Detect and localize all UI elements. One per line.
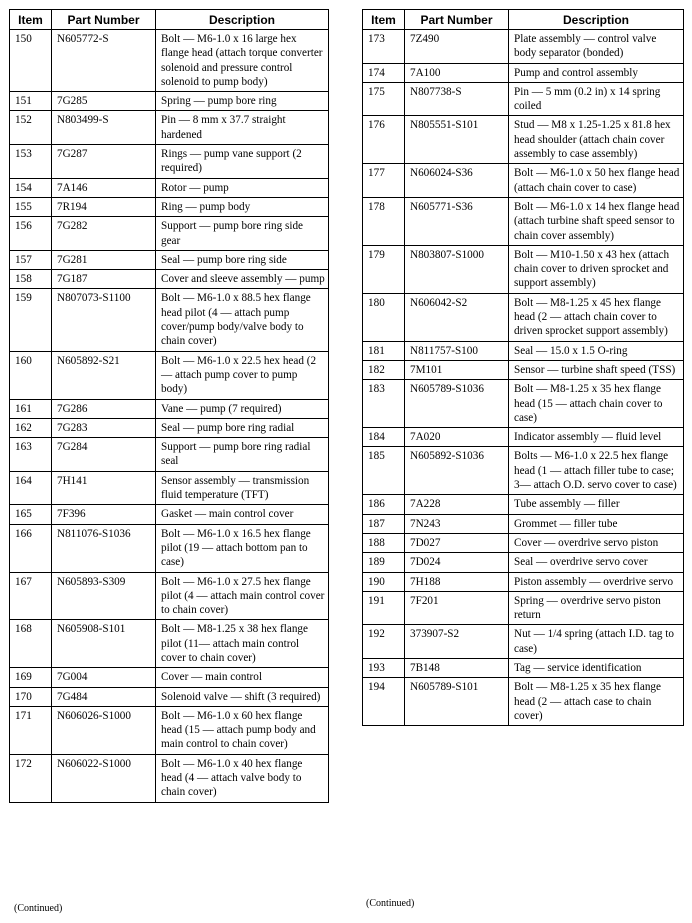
table-row — [363, 658, 684, 677]
description-cell: Seal — pump bore ring side — [156, 250, 329, 269]
part-number-cell: 7G283 — [52, 418, 156, 437]
part-number-cell: N606024-S36 — [405, 164, 509, 198]
part-number-cell: N605789-S101 — [405, 678, 509, 726]
item-cell: 170 — [10, 687, 52, 706]
part-number-cell: 7G004 — [52, 668, 156, 687]
description-cell: Seal — 15.0 x 1.5 O-ring — [509, 341, 684, 360]
description-cell: Tube assembly — filler — [509, 495, 684, 514]
item-cell: 191 — [363, 591, 405, 625]
description-cell: Bolt — M6-1.0 x 27.5 hex flange pilot (4 — attach main control cover to chain cover) — [156, 572, 329, 620]
parts-table-left-body — [10, 30, 329, 803]
item-cell: 169 — [10, 668, 52, 687]
item-cell: 158 — [10, 270, 52, 289]
description-cell: Solenoid valve — shift (3 required) — [156, 687, 329, 706]
part-number-cell: N805551-S101 — [405, 116, 509, 164]
description-cell: Bolt — M8-1.25 x 45 hex flange head (2 — attach chain cover to driven sprocket support assembly) — [509, 293, 684, 341]
table-row — [363, 164, 684, 198]
item-cell: 175 — [363, 82, 405, 116]
continued-note-left: (Continued) — [14, 903, 63, 914]
item-cell: 182 — [363, 360, 405, 379]
description-cell: Rotor — pump — [156, 178, 329, 197]
part-number-cell: 7A228 — [405, 495, 509, 514]
part-number-cell: 7A020 — [405, 428, 509, 447]
part-number-cell: 7N243 — [405, 514, 509, 533]
part-number-cell: N807738-S — [405, 82, 509, 116]
item-cell: 179 — [363, 245, 405, 293]
parts-table-right — [362, 9, 684, 726]
table-row — [10, 270, 329, 289]
part-number-cell: 7D024 — [405, 553, 509, 572]
part-number-cell: 7H141 — [52, 471, 156, 505]
description-cell: Piston assembly — overdrive servo — [509, 572, 684, 591]
item-cell: 155 — [10, 197, 52, 216]
table-row — [363, 447, 684, 495]
item-cell: 194 — [363, 678, 405, 726]
item-cell: 190 — [363, 572, 405, 591]
item-cell: 154 — [10, 178, 52, 197]
part-number-cell: 7G484 — [52, 687, 156, 706]
part-number-cell: 7G187 — [52, 270, 156, 289]
table-row — [10, 289, 329, 351]
parts-table-right-body — [363, 30, 684, 726]
item-cell: 165 — [10, 505, 52, 524]
header-description: Description — [156, 10, 329, 30]
table-row — [10, 505, 329, 524]
description-cell: Pin — 5 mm (0.2 in) x 14 spring coiled — [509, 82, 684, 116]
parts-table-left-column — [9, 9, 329, 803]
item-cell: 180 — [363, 293, 405, 341]
item-cell: 186 — [363, 495, 405, 514]
item-cell: 162 — [10, 418, 52, 437]
item-cell: 185 — [363, 447, 405, 495]
item-cell: 183 — [363, 380, 405, 428]
description-cell: Stud — M8 x 1.25-1.25 x 81.8 hex head shoulder (attach chain cover assembly to case assembly) — [509, 116, 684, 164]
part-number-cell: N605772-S — [52, 30, 156, 92]
item-cell: 172 — [10, 754, 52, 802]
part-number-cell: 7A146 — [52, 178, 156, 197]
description-cell: Seal — pump bore ring radial — [156, 418, 329, 437]
description-cell: Gasket — main control cover — [156, 505, 329, 524]
table-row — [363, 82, 684, 116]
table-row — [363, 553, 684, 572]
item-cell: 151 — [10, 92, 52, 111]
item-cell: 174 — [363, 63, 405, 82]
description-cell: Seal — overdrive servo cover — [509, 553, 684, 572]
description-cell: Spring — pump bore ring — [156, 92, 329, 111]
part-number-cell: N605892-S21 — [52, 351, 156, 399]
table-row — [363, 116, 684, 164]
table-row — [10, 92, 329, 111]
table-row — [363, 63, 684, 82]
description-cell: Support — pump bore ring radial seal — [156, 438, 329, 472]
part-number-cell: 7D027 — [405, 533, 509, 552]
table-row — [10, 250, 329, 269]
description-cell: Rings — pump vane support (2 required) — [156, 145, 329, 179]
table-row — [10, 438, 329, 472]
table-row — [363, 30, 684, 64]
description-cell: Bolts — M6-1.0 x 22.5 hex flange head (1 — attach filler tube to case; 3— attach O.D. servo cover to case) — [509, 447, 684, 495]
description-cell: Spring — overdrive servo piston return — [509, 591, 684, 625]
part-number-cell: 7G287 — [52, 145, 156, 179]
item-cell: 187 — [363, 514, 405, 533]
item-cell: 184 — [363, 428, 405, 447]
table-row — [363, 428, 684, 447]
description-cell: Bolt — M6-1.0 x 88.5 hex flange head pilot (4 — attach pump cover/pump body/valve body to chain cover) — [156, 289, 329, 351]
part-number-cell: 7G281 — [52, 250, 156, 269]
part-number-cell: N605771-S36 — [405, 197, 509, 245]
item-cell: 178 — [363, 197, 405, 245]
part-number-cell: N807073-S1100 — [52, 289, 156, 351]
table-row — [10, 471, 329, 505]
description-cell: Bolt — M6-1.0 x 16.5 hex flange pilot (19 — attach bottom pan to case) — [156, 524, 329, 572]
table-row — [363, 380, 684, 428]
description-cell: Bolt — M6-1.0 x 22.5 hex head (2 — attach pump cover to pump body) — [156, 351, 329, 399]
table-row — [10, 572, 329, 620]
part-number-cell: N811076-S1036 — [52, 524, 156, 572]
table-row — [10, 178, 329, 197]
part-number-cell: 7G285 — [52, 92, 156, 111]
header-part-number: Part Number — [52, 10, 156, 30]
header-description: Description — [509, 10, 684, 30]
part-number-cell: 373907-S2 — [405, 625, 509, 659]
description-cell: Cover — overdrive servo piston — [509, 533, 684, 552]
item-cell: 176 — [363, 116, 405, 164]
table-row — [10, 30, 329, 92]
item-cell: 189 — [363, 553, 405, 572]
item-cell: 163 — [10, 438, 52, 472]
description-cell: Cover and sleeve assembly — pump — [156, 270, 329, 289]
table-row — [10, 197, 329, 216]
description-cell: Grommet — filler tube — [509, 514, 684, 533]
part-number-cell: N811757-S100 — [405, 341, 509, 360]
table-row — [10, 145, 329, 179]
table-header-row — [10, 10, 329, 30]
description-cell: Bolt — M6-1.0 x 60 hex flange head (15 — attach pump body and main control to chain cover) — [156, 706, 329, 754]
part-number-cell: N606042-S2 — [405, 293, 509, 341]
table-row — [10, 351, 329, 399]
table-header-row — [363, 10, 684, 30]
table-row — [10, 524, 329, 572]
table-row — [363, 533, 684, 552]
description-cell: Vane — pump (7 required) — [156, 399, 329, 418]
item-cell: 168 — [10, 620, 52, 668]
description-cell: Indicator assembly — fluid level — [509, 428, 684, 447]
part-number-cell: 7G282 — [52, 217, 156, 251]
header-item: Item — [363, 10, 405, 30]
part-number-cell: 7F396 — [52, 505, 156, 524]
part-number-cell: 7A100 — [405, 63, 509, 82]
item-cell: 157 — [10, 250, 52, 269]
table-row — [363, 245, 684, 293]
description-cell: Sensor — turbine shaft speed (TSS) — [509, 360, 684, 379]
description-cell: Plate assembly — control valve body separator (bonded) — [509, 30, 684, 64]
description-cell: Bolt — M6-1.0 x 40 hex flange head (4 — attach valve body to chain cover) — [156, 754, 329, 802]
table-row — [363, 197, 684, 245]
description-cell: Pump and control assembly — [509, 63, 684, 82]
header-part-number: Part Number — [405, 10, 509, 30]
item-cell: 152 — [10, 111, 52, 145]
part-number-cell: N803499-S — [52, 111, 156, 145]
parts-table-left — [9, 9, 329, 803]
table-row — [363, 514, 684, 533]
part-number-cell: 7M101 — [405, 360, 509, 379]
table-row — [363, 678, 684, 726]
item-cell: 153 — [10, 145, 52, 179]
table-row — [10, 754, 329, 802]
part-number-cell: 7G286 — [52, 399, 156, 418]
table-row — [363, 572, 684, 591]
part-number-cell: 7R194 — [52, 197, 156, 216]
item-cell: 150 — [10, 30, 52, 92]
description-cell: Bolt — M10-1.50 x 43 hex (attach chain cover to driven sprocket and support assembly) — [509, 245, 684, 293]
part-number-cell: N606022-S1000 — [52, 754, 156, 802]
item-cell: 167 — [10, 572, 52, 620]
part-number-cell: N605908-S101 — [52, 620, 156, 668]
header-item: Item — [10, 10, 52, 30]
description-cell: Bolt — M8-1.25 x 35 hex flange head (2 — attach case to chain cover) — [509, 678, 684, 726]
part-number-cell: N605893-S309 — [52, 572, 156, 620]
continued-note-right: (Continued) — [366, 898, 415, 909]
item-cell: 188 — [363, 533, 405, 552]
part-number-cell: 7Z490 — [405, 30, 509, 64]
item-cell: 173 — [363, 30, 405, 64]
item-cell: 164 — [10, 471, 52, 505]
part-number-cell: N606026-S1000 — [52, 706, 156, 754]
item-cell: 193 — [363, 658, 405, 677]
item-cell: 166 — [10, 524, 52, 572]
table-row — [363, 360, 684, 379]
table-row — [363, 625, 684, 659]
description-cell: Cover — main control — [156, 668, 329, 687]
description-cell: Bolt — M8-1.25 x 35 hex flange head (15 — attach chain cover to case) — [509, 380, 684, 428]
table-row — [363, 495, 684, 514]
part-number-cell: N605789-S1036 — [405, 380, 509, 428]
part-number-cell: 7B148 — [405, 658, 509, 677]
description-cell: Bolt — M6-1.0 x 16 large hex flange head (attach torque converter solenoid and pressure control solenoid to pump body) — [156, 30, 329, 92]
description-cell: Nut — 1/4 spring (attach I.D. tag to case) — [509, 625, 684, 659]
parts-table-right-column — [362, 9, 684, 726]
part-number-cell: 7G284 — [52, 438, 156, 472]
part-number-cell: 7F201 — [405, 591, 509, 625]
table-row — [10, 418, 329, 437]
table-row — [10, 111, 329, 145]
item-cell: 161 — [10, 399, 52, 418]
part-number-cell: N803807-S1000 — [405, 245, 509, 293]
table-row — [10, 217, 329, 251]
description-cell: Tag — service identification — [509, 658, 684, 677]
description-cell: Pin — 8 mm x 37.7 straight hardened — [156, 111, 329, 145]
part-number-cell: 7H188 — [405, 572, 509, 591]
description-cell: Sensor assembly — transmission fluid temperature (TFT) — [156, 471, 329, 505]
table-row — [10, 706, 329, 754]
description-cell: Support — pump bore ring side gear — [156, 217, 329, 251]
item-cell: 177 — [363, 164, 405, 198]
table-row — [10, 668, 329, 687]
description-cell: Bolt — M6-1.0 x 50 hex flange head (attach chain cover to case) — [509, 164, 684, 198]
table-row — [363, 591, 684, 625]
description-cell: Ring — pump body — [156, 197, 329, 216]
item-cell: 171 — [10, 706, 52, 754]
description-cell: Bolt — M6-1.0 x 14 hex flange head (attach turbine shaft speed sensor to chain cover assembly) — [509, 197, 684, 245]
part-number-cell: N605892-S1036 — [405, 447, 509, 495]
item-cell: 181 — [363, 341, 405, 360]
table-row — [363, 293, 684, 341]
table-row — [363, 341, 684, 360]
table-row — [10, 399, 329, 418]
item-cell: 156 — [10, 217, 52, 251]
table-row — [10, 620, 329, 668]
table-row — [10, 687, 329, 706]
item-cell: 160 — [10, 351, 52, 399]
item-cell: 192 — [363, 625, 405, 659]
item-cell: 159 — [10, 289, 52, 351]
description-cell: Bolt — M8-1.25 x 38 hex flange pilot (11— attach main control cover to chain cover) — [156, 620, 329, 668]
